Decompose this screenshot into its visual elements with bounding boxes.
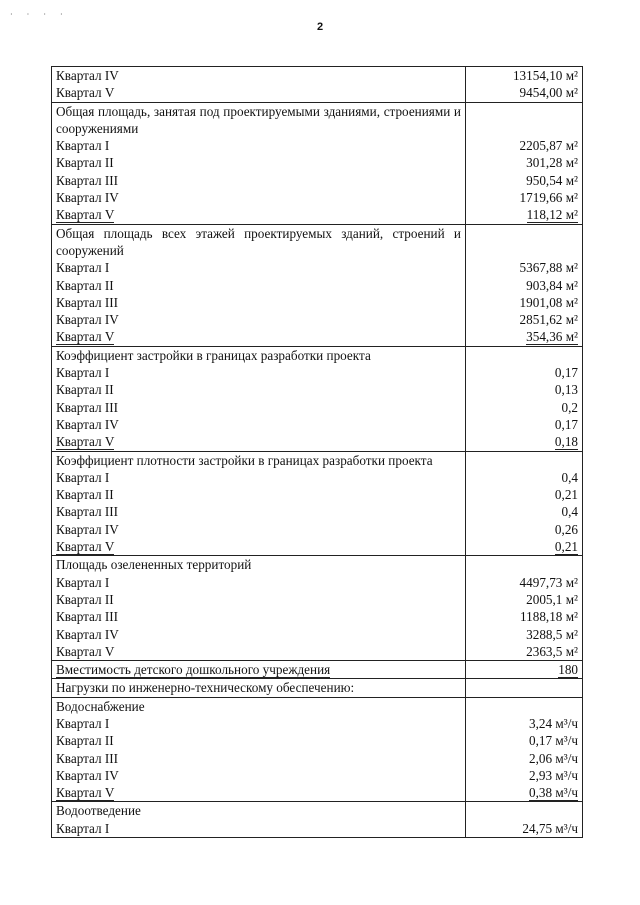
row-value: 950,54 м² (526, 172, 578, 188)
row-value: 5367,88 м² (519, 260, 578, 276)
row-value-cell (466, 715, 583, 732)
row-label: Квартал II (56, 591, 114, 607)
row-label-cell (52, 328, 466, 346)
row-value-cell (466, 574, 583, 591)
row-value: 2,06 м³/ч (529, 750, 578, 766)
row-value: 0,17 м³/ч (529, 733, 578, 749)
table-row (52, 189, 583, 206)
row-label: Квартал V (56, 434, 115, 450)
table-row (52, 137, 583, 154)
table-row (52, 503, 583, 520)
row-label-cell (52, 67, 466, 85)
row-value: 2005,1 м² (526, 591, 578, 607)
row-label: Квартал III (56, 609, 119, 625)
table-row (52, 206, 583, 224)
row-value: 0,38 м³/ч (529, 785, 578, 801)
row-label-cell (52, 206, 466, 224)
row-label: Квартал IV (56, 767, 119, 783)
row-label-cell (52, 574, 466, 591)
row-value: 13154,10 м² (512, 68, 578, 83)
row-label: Квартал IV (56, 68, 119, 83)
row-label: Квартал IV (56, 416, 119, 432)
table-row (52, 608, 583, 625)
row-label-cell (52, 381, 466, 398)
row-value-cell (466, 750, 583, 767)
row-label-cell (52, 102, 466, 137)
row-value-cell (466, 732, 583, 749)
table-row (52, 172, 583, 189)
table-row (52, 259, 583, 276)
row-value-cell (466, 137, 583, 154)
table-row (52, 521, 583, 538)
row-value-cell (466, 767, 583, 784)
row-label: Квартал III (56, 172, 119, 188)
row-label-cell (52, 697, 466, 715)
page-number: 2 (316, 21, 324, 33)
row-value-cell (466, 538, 583, 556)
row-value: 0,26 (554, 521, 578, 537)
table-row (52, 767, 583, 784)
row-value-cell (466, 521, 583, 538)
table-row (52, 469, 583, 486)
row-value-cell (466, 591, 583, 608)
row-value: 3,24 м³/ч (529, 715, 578, 731)
row-value: 9454,00 м² (519, 85, 578, 101)
table-row (52, 679, 583, 697)
row-label-cell (52, 469, 466, 486)
row-label-cell (52, 820, 466, 838)
row-value-cell (466, 661, 583, 679)
table-row (52, 486, 583, 503)
row-label-cell (52, 137, 466, 154)
table-row (52, 328, 583, 346)
row-value: 0,13 (554, 382, 578, 398)
row-value: 118,12 м² (526, 207, 578, 223)
table-row (52, 820, 583, 838)
row-label-cell (52, 399, 466, 416)
row-value-cell (466, 697, 583, 715)
row-value-cell (466, 189, 583, 206)
row-value-cell (466, 679, 583, 697)
row-label-cell (52, 732, 466, 749)
row-value: 2205,87 м² (519, 138, 578, 154)
row-value: 354,36 м² (526, 329, 578, 345)
row-value: 903,84 м² (526, 277, 578, 293)
row-label: Квартал III (56, 399, 119, 415)
row-label-cell (52, 767, 466, 784)
row-value: 0,17 (554, 416, 578, 432)
row-value-cell (466, 102, 583, 137)
row-value-cell (466, 67, 583, 85)
row-label: Квартал V (56, 85, 115, 101)
row-value-cell (466, 433, 583, 451)
table-row (52, 416, 583, 433)
row-label-cell (52, 451, 466, 469)
row-label: Квартал IV (56, 626, 119, 642)
row-label-cell (52, 364, 466, 381)
row-label-cell (52, 556, 466, 574)
row-value-cell (466, 556, 583, 574)
row-label: Квартал I (56, 715, 110, 731)
row-value-cell (466, 451, 583, 469)
table-row (52, 381, 583, 398)
row-value-cell (466, 381, 583, 398)
row-label-cell (52, 277, 466, 294)
row-label-cell (52, 643, 466, 661)
row-label: Квартал III (56, 504, 119, 520)
row-value-cell (466, 364, 583, 381)
row-label-cell (52, 346, 466, 364)
parameters-table (51, 66, 583, 838)
table-row (52, 102, 583, 137)
table-row (52, 732, 583, 749)
row-label: Квартал II (56, 487, 114, 503)
row-label: Квартал II (56, 277, 114, 293)
table-row (52, 626, 583, 643)
row-value-cell (466, 328, 583, 346)
table-row (52, 750, 583, 767)
row-label-cell (52, 154, 466, 171)
row-value-cell (466, 820, 583, 838)
table-row (52, 311, 583, 328)
row-value-cell (466, 608, 583, 625)
table-row (52, 346, 583, 364)
row-label: Квартал I (56, 469, 110, 485)
row-label: Квартал II (56, 155, 114, 171)
row-label: Квартал IV (56, 521, 119, 537)
row-value: 0,4 (561, 504, 578, 520)
row-value-cell (466, 784, 583, 802)
row-value: 1901,08 м² (519, 294, 578, 310)
row-label: Квартал IV (56, 312, 119, 328)
row-label: Водоснабжение (56, 698, 145, 714)
row-value-cell (466, 84, 583, 102)
row-label-cell (52, 679, 466, 697)
table-row (52, 661, 583, 679)
row-value: 4497,73 м² (519, 574, 578, 590)
table-row (52, 154, 583, 171)
table-row (52, 84, 583, 102)
row-value-cell (466, 294, 583, 311)
row-value-cell (466, 486, 583, 503)
table-row (52, 538, 583, 556)
table-row (52, 451, 583, 469)
row-value-cell (466, 643, 583, 661)
row-value-cell (466, 259, 583, 276)
row-value-cell (466, 469, 583, 486)
row-value-cell (466, 172, 583, 189)
row-label: Квартал V (56, 785, 115, 801)
row-label: Общая площадь всех этажей проектируемых зданий, строений и сооружений (56, 225, 461, 258)
table-row (52, 399, 583, 416)
row-value: 1719,66 м² (519, 190, 578, 206)
table-row (52, 643, 583, 661)
row-value: 180 (558, 662, 578, 678)
row-label-cell (52, 784, 466, 802)
row-value-cell (466, 154, 583, 171)
row-label: Квартал III (56, 294, 119, 310)
row-label-cell (52, 433, 466, 451)
row-label-cell (52, 538, 466, 556)
row-value: 2,93 м³/ч (529, 767, 578, 783)
row-label-cell (52, 311, 466, 328)
row-label: Нагрузки по инженерно-техническому обеспечению: (56, 680, 355, 696)
row-label: Квартал V (56, 207, 115, 223)
table-row (52, 697, 583, 715)
row-label-cell (52, 503, 466, 520)
row-label-cell (52, 294, 466, 311)
row-value: 0,21 (554, 539, 578, 555)
row-value: 0,18 (554, 434, 578, 450)
row-label-cell (52, 84, 466, 102)
row-label: Квартал I (56, 365, 110, 381)
row-label: Коэффициент плотности застройки в границах разработки проекта (56, 452, 433, 468)
row-label: Квартал V (56, 643, 115, 659)
row-label-cell (52, 626, 466, 643)
row-label: Коэффициент застройки в границах разработки проекта (56, 347, 371, 363)
row-label-cell (52, 259, 466, 276)
row-value-cell (466, 399, 583, 416)
row-value-cell (466, 503, 583, 520)
row-value: 0,17 (554, 365, 578, 381)
row-value-cell (466, 416, 583, 433)
row-value-cell (466, 311, 583, 328)
row-label: Квартал II (56, 733, 114, 749)
row-label-cell (52, 661, 466, 679)
row-value-cell (466, 206, 583, 224)
row-label-cell (52, 608, 466, 625)
row-value: 2851,62 м² (519, 312, 578, 328)
row-label: Квартал V (56, 539, 115, 555)
row-value: 2363,5 м² (526, 643, 578, 659)
row-value: 0,2 (561, 399, 578, 415)
row-label: Водоотведение (56, 803, 141, 819)
row-label: Квартал I (56, 820, 110, 836)
parameters-table-body (52, 67, 583, 838)
table-row (52, 433, 583, 451)
row-value: 0,4 (561, 469, 578, 485)
table-row (52, 364, 583, 381)
row-value-cell (466, 626, 583, 643)
row-label: Общая площадь, занятая под проектируемыми зданиями, строениями и сооружениями (56, 103, 461, 136)
row-label: Вместимость детского дошкольного учреждения (56, 662, 331, 678)
table-row (52, 591, 583, 608)
row-label-cell (52, 224, 466, 259)
table-row (52, 784, 583, 802)
row-label: Квартал IV (56, 190, 119, 206)
row-label-cell (52, 715, 466, 732)
row-value-cell (466, 277, 583, 294)
table-row (52, 715, 583, 732)
row-label-cell (52, 591, 466, 608)
row-value-cell (466, 224, 583, 259)
row-value: 301,28 м² (526, 155, 578, 171)
row-value: 3288,5 м² (526, 626, 578, 642)
table-row (52, 294, 583, 311)
row-label: Квартал I (56, 574, 110, 590)
row-label: Квартал V (56, 329, 115, 345)
scan-specks: · · · · (10, 10, 69, 19)
table-row (52, 67, 583, 85)
row-label: Квартал III (56, 750, 119, 766)
table-row (52, 277, 583, 294)
table-row (52, 556, 583, 574)
table-row (52, 574, 583, 591)
row-label-cell (52, 750, 466, 767)
row-label: Квартал II (56, 382, 114, 398)
row-label-cell (52, 521, 466, 538)
row-value: 1188,18 м² (520, 609, 578, 625)
row-label: Квартал I (56, 260, 110, 276)
row-value: 24,75 м³/ч (522, 820, 578, 836)
row-label-cell (52, 416, 466, 433)
row-value: 0,21 (554, 487, 578, 503)
row-label: Площадь озелененных территорий (56, 557, 252, 573)
row-label-cell (52, 486, 466, 503)
row-label-cell (52, 802, 466, 820)
row-value-cell (466, 346, 583, 364)
row-label-cell (52, 172, 466, 189)
row-value-cell (466, 802, 583, 820)
row-label-cell (52, 189, 466, 206)
table-row (52, 802, 583, 820)
table-row (52, 224, 583, 259)
row-label: Квартал I (56, 138, 110, 154)
